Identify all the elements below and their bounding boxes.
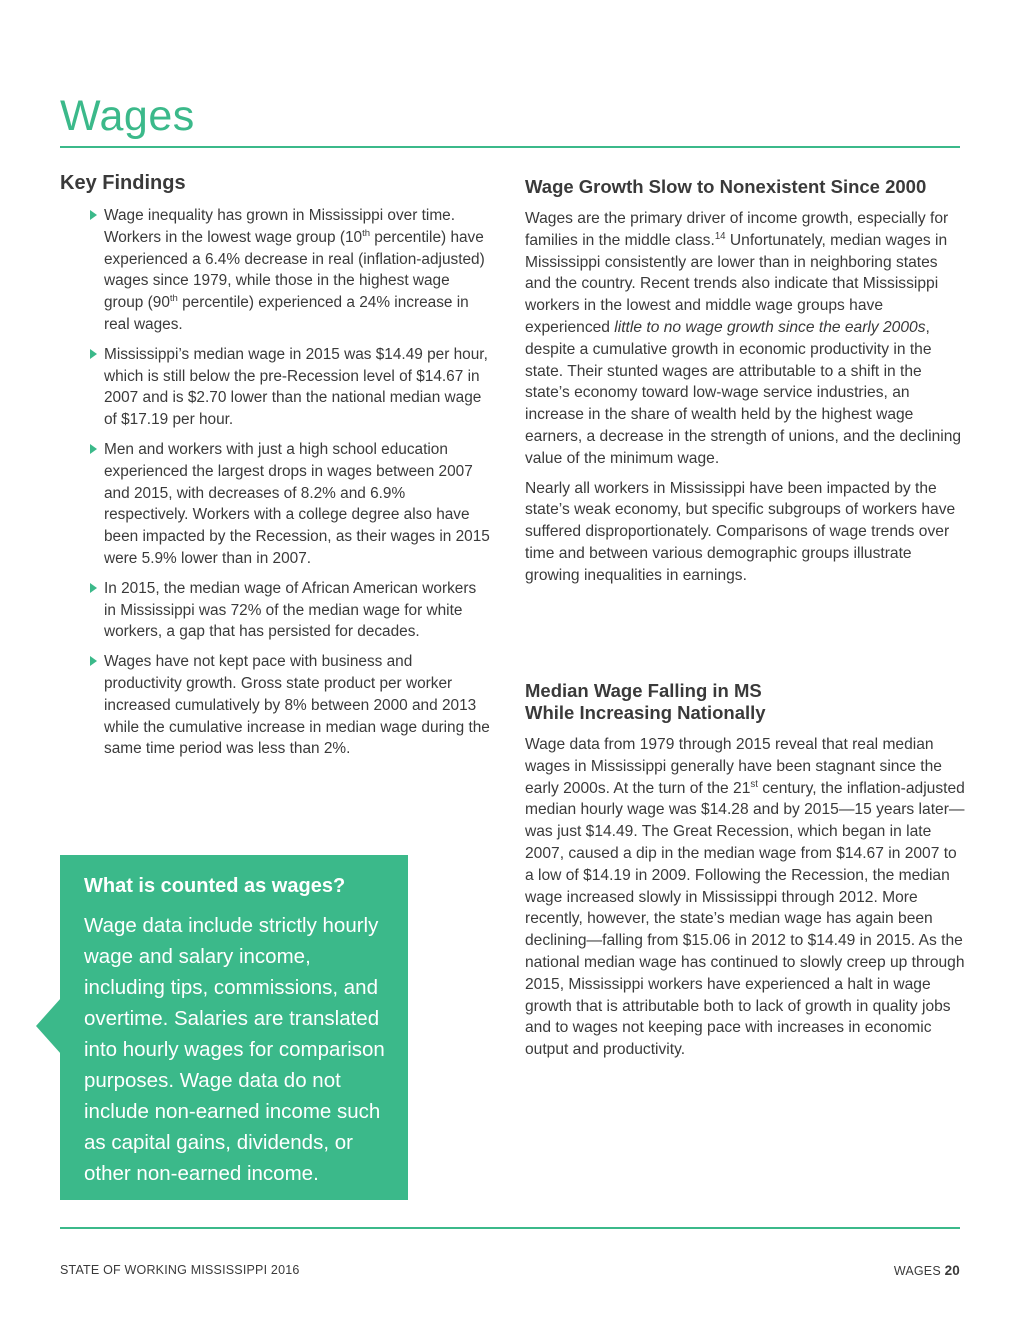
page-number: 20	[944, 1263, 960, 1278]
page-title: Wages	[60, 92, 195, 140]
bullet-arrow-icon	[90, 210, 97, 220]
footer-publication-title: STATE OF WORKING MISSISSIPPI 2016	[60, 1263, 300, 1277]
finding-item: Men and workers with just a high school education experienced the largest drops in wages between 2007 and 2015, with decreases of 8.2% and 6.9% respectively. Workers with a college degree also have been impacted by the Recession, as their wages in 2015 were 5.9% lower than in 2007.	[90, 439, 490, 570]
wage-growth-section	[525, 176, 965, 595]
wage-growth-paragraph-2: Nearly all workers in Mississippi have been impacted by the state’s weak economy, but specific subgroups of workers have suffered disproportionately. Comparisons of wage trends over time and between various demographic groups illustrate growing inequalities in earnings.	[525, 479, 956, 584]
finding-item: In 2015, the median wage of African American workers in Mississippi was 72% of the median wage for white workers, a gap that has persisted for decades.	[90, 578, 490, 643]
bullet-arrow-icon	[90, 583, 97, 593]
header-divider	[60, 146, 960, 148]
key-findings-heading: Key Findings	[60, 172, 186, 194]
bullet-arrow-icon	[90, 349, 97, 359]
key-findings-section	[60, 172, 490, 768]
finding-item: Wage inequality has grown in Mississippi over time. Workers in the lowest wage group (10th percentile) have experienced a 6.4% decrease in real (inflation-adjusted) wages since 1979, while those in the highest wage group (90th percentile) experienced a 24% increase in real wages.	[90, 205, 490, 336]
callout-pointer	[36, 998, 61, 1054]
key-findings-list	[60, 205, 490, 760]
callout-body: Wage data include strictly hourly wage and salary income, including tips, commissions, and overtime. Salaries are translated into hourly wages for comparison purposes. Wage data do not include non-earned income such as capital gains, dividends, or other non-earned income.	[84, 914, 385, 1185]
median-wage-paragraph: Wage data from 1979 through 2015 reveal that real median wages in Mississippi generally have been stagnant since the early 2000s. At the turn of the 21st century, the inflation-adjusted median hourly wage was $14.28 and by 2015—15 years later—was just $14.49. The Great Recession, which began in late 2007, caused a dip in the median wage from $14.67 in 2007 to a low of $14.19 in 2009. Following the Recession, the median wage increased slowly in Mississippi through 2012. More recently, however, the state’s median wage has again been declining—falling from $15.06 in 2012 to $14.49 in 2015. As the national median wage has continued to slowly creep up through 2015, Mississippi workers have experienced a halt in wage growth that is attributable both to lack of growth in quality jobs and to wages not keeping pace with increases in economic output and productivity.	[525, 736, 965, 1059]
finding-item: Wages have not kept pace with business and productivity growth. Gross state product per worker increased cumulatively by 8% between 2000 and 2013 while the cumulative increase in median wage during the same time period was less than 2%.	[90, 651, 490, 760]
median-wage-section	[525, 680, 965, 1069]
wage-growth-heading: Wage Growth Slow to Nonexistent Since 2000	[525, 176, 927, 197]
bullet-arrow-icon	[90, 444, 97, 454]
footer-page-label: WAGES 20	[893, 1263, 960, 1278]
footer-divider	[60, 1227, 960, 1229]
finding-item: Mississippi’s median wage in 2015 was $14.49 per hour, which is still below the pre-Recession level of $14.67 in 2007 and is $2.70 lower than the national median wage of $17.19 per hour.	[90, 344, 490, 431]
wages-definition-callout	[60, 855, 408, 1200]
median-wage-heading: Median Wage Falling in MS While Increasing Nationally	[525, 680, 766, 723]
wage-growth-paragraph-1: Wages are the primary driver of income growth, especially for families in the middle class.$^{14}$ Unfortunately, median wages in Mississippi consistently are lower than in neighboring states and the country. Recent trends also indicate that Mississippi workers in the lowest and middle wage groups have experienced little to no wage growth since the early 2000s, despite a cumulative growth in economic productivity in the state. Their stunted wages are attributable to a shift in the state’s economy toward low-wage service industries, an increase in the share of wealth held by the highest wage earners, a decrease in the strength of unions, and the declining value of the minimum wage.	[525, 210, 962, 467]
callout-title: What is counted as wages?	[84, 875, 346, 897]
bullet-arrow-icon	[90, 656, 97, 666]
